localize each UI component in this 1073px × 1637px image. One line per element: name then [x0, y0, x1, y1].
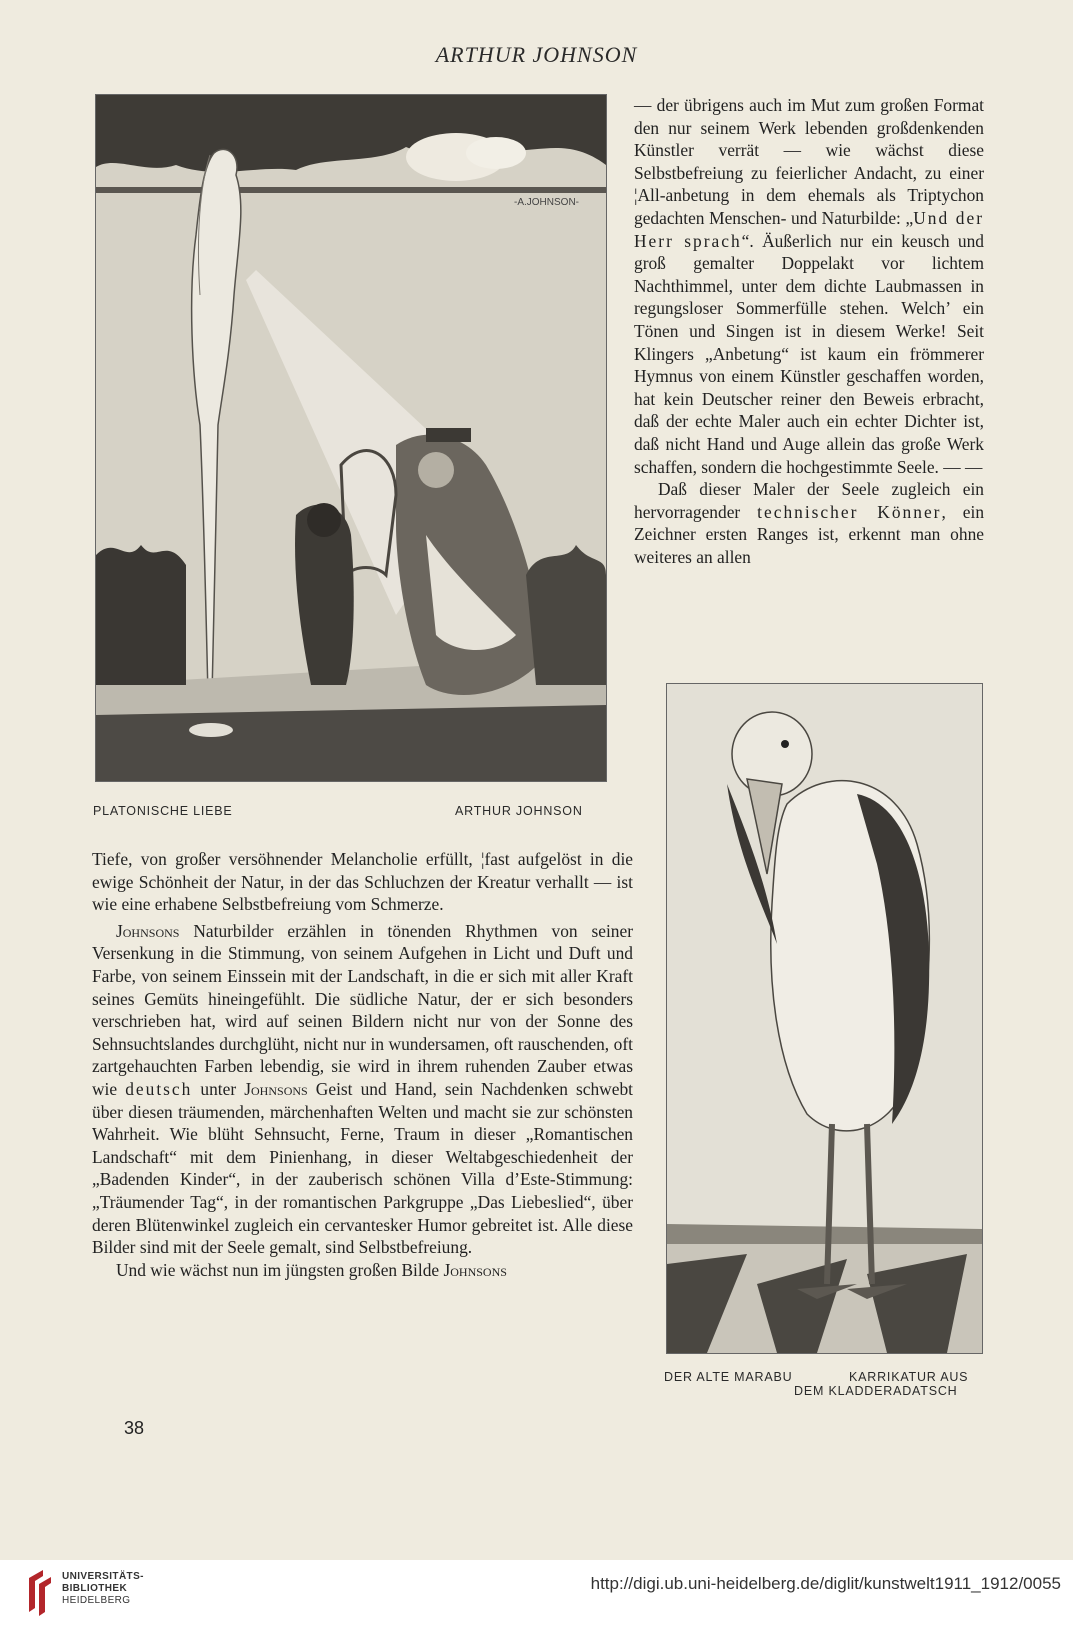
left-column-text: Tiefe, von großer versöhnender Melancholie erfüllt, ¦fast aufgelöst in die ewige Schönheit der Natur, in der das Schluchzen der Kreatur verhallt — ist wie eine erhabene Selbstbefreiung vom Schmerze. Johnsons Naturbilder erzählen in tönenden Rhythmen von seiner Versenkung in die Stimmung, von seinem Aufgehen in Licht und Duft und Farbe, von seinem Einssein mit der Landschaft, in die er sich mit aller Kraft seines Gemüts hineingefühlt. Die südliche Natur, der er sich besonders verschrieben hat, wird auf seinen Bildern nicht nur von der Sonne des Sehnsuchtslandes durchglüht, nicht nur in wundersamen, oft rauschenden, oft zartgehauchten Farben lebendig, sie wird in ihrem ruhenden Zauber etwas wie deutsch unter Johnsons Geist und Hand, sein Nachdenken schwebt über diesen träumenden, märchenhaften Welten und macht sie zur schönsten Wahrheit. Wie blüht Sehnsucht, Ferne, Traum in dieser „Romantischen Landschaft“ mit dem Pinienhang, in dieser Weltabgeschiedenheit der „Badenden Kinder“, in der zauberisch schönen Villa d’Este-Stimmung: „Träumender Tag“, in der romantischen Parkgruppe „Das Liebeslied“, über deren Blütenwinkel zugleich ein cervantesker Humor gebreitet ist. Alle diese Bilder sind mit der Seele gemalt, sind Selbstbefreiung. Und wie wächst nun im jüngsten großen Bilde Johnsons — [92, 849, 633, 1280]
library-name: UNIVERSITÄTS- BIBLIOTHEK HEIDELBERG — [62, 1571, 144, 1606]
right-column-text: — der übrigens auch im Mut zum großen Format den nur seinem Werk lebenden großdenkenden Künstler verrät — wie wächst diese Selbstbefreiung zu feierlicher Andacht, zu einer ¦All-anbetung in dem ehemals als Triptychon gedachten Menschen- und Naturbilde: „Und der Herr sprach“. Äußerlich nur ein keusch und groß gemalter Doppelakt vor lichtem Nachthimmel, unter dem dichte Laubmassen in regungsloser Sommerfülle stehen. Welch’ ein Tönen und Singen ist in diesem Werke! Seit Klingers „Anbetung“ ist kaum ein frömmerer Hymnus von einem Künstler geschaffen worden, hat kein Deutscher reiner den Beweis erbracht, daß der echte Maler auch ein echter Dichter ist, daß nicht Hand und Auge allein das große Werk schaffen, sondern die hochgestimmte Seele. — — Daß dieser Maler der Seele zugleich ein hervorragender technischer Könner, ein Zeichner ersten Ranges ist, erkennt man ohne weiteres an allen — [634, 95, 985, 567]
source-url-link[interactable]: http://digi.ub.uni-heidelberg.de/diglit/kunstwelt1911_1912/0055 — [590, 1574, 1061, 1593]
page-number: 38 — [124, 1418, 145, 1438]
illustration-der-alte-marabu — [666, 683, 983, 1354]
caption-left-title: PLATONISCHE LIEBE — [93, 804, 233, 818]
digitization-footer — [0, 1560, 1073, 1637]
caption-left-artist: ARTHUR JOHNSON — [455, 804, 583, 818]
running-header: ARTHUR JOHNSON — [435, 42, 638, 67]
caption-right-source-2: DEM KLADDERADATSCH — [794, 1384, 958, 1398]
caption-right-source-1: KARRIKATUR AUS — [849, 1370, 969, 1384]
illustration-platonische-liebe — [95, 94, 607, 782]
library-logo-icon — [25, 1568, 55, 1618]
signature-text: -A.JOHNSON- — [514, 197, 579, 208]
caption-right-title: DER ALTE MARABU — [664, 1370, 793, 1384]
